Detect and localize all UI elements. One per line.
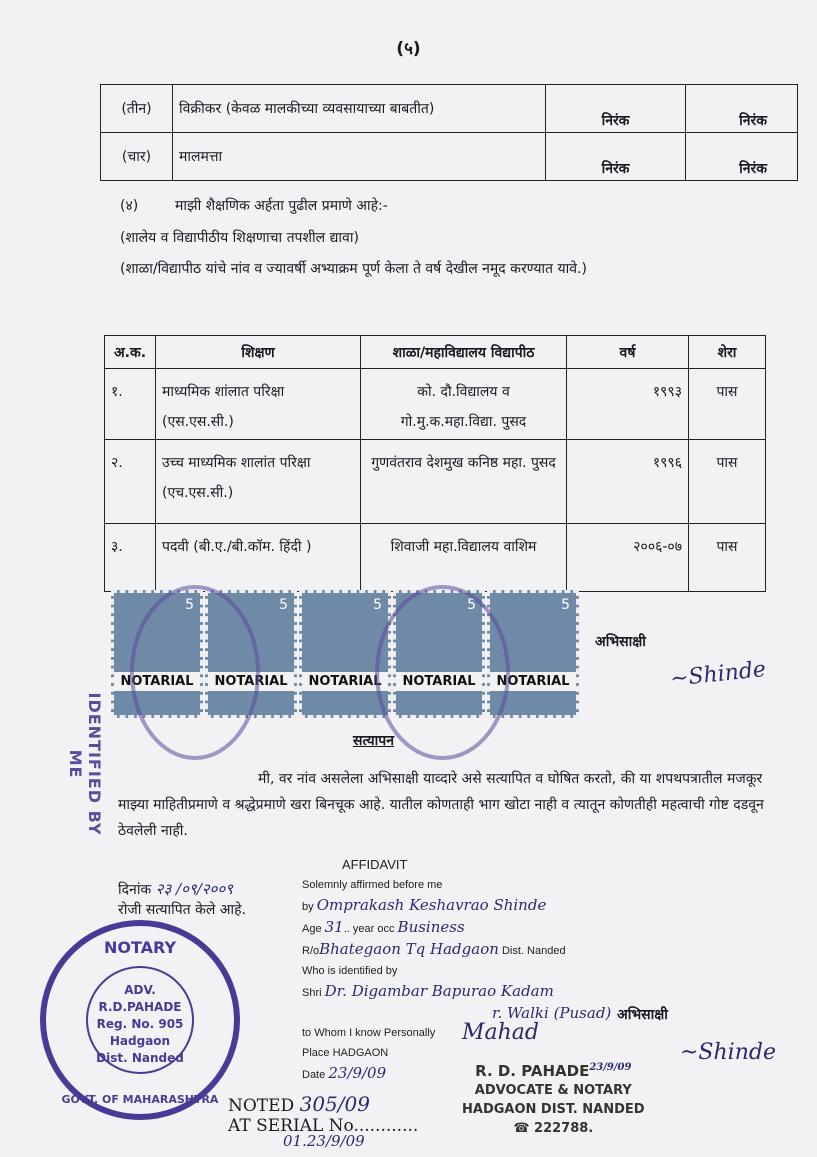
deponent-name: Omprakash Keshavrao Shinde bbox=[316, 896, 547, 914]
header-cell: शाळा/महाविद्यालय विद्यापीठ bbox=[361, 336, 567, 369]
page-number: (५) bbox=[396, 39, 421, 59]
date-suffix: रोजी सत्यापित केले आहे. bbox=[118, 902, 246, 918]
header-cell: शिक्षण bbox=[156, 336, 361, 369]
cell-school: को. दौ.विद्यालय व गो.मु.क.महा.विद्या. पुसद bbox=[361, 369, 567, 440]
noted-stamp bbox=[228, 1092, 418, 1150]
seal-text: Hadgaon bbox=[109, 1034, 171, 1048]
deponent-label: अभिसाक्षी bbox=[617, 1007, 668, 1023]
affidavit-title: AFFIDAVIT bbox=[342, 857, 408, 872]
row-value: निरंक bbox=[546, 85, 686, 133]
seal-impression bbox=[375, 585, 510, 760]
affidavit-label: Dist. Nanded bbox=[501, 945, 566, 957]
serial-label: AT SERIAL No............ bbox=[228, 1116, 419, 1136]
notary-rubber-stamp bbox=[462, 1058, 645, 1138]
education-table bbox=[104, 335, 766, 592]
cell-course: पदवी (बी.ए./बी.कॉम. हिंदी ) bbox=[156, 524, 361, 592]
notary-phone: ☎ 222788. bbox=[513, 1121, 594, 1136]
deponent-signature: ~Shinde bbox=[680, 1040, 776, 1065]
cell-no: २. bbox=[105, 440, 156, 524]
table-row bbox=[105, 524, 766, 592]
notary-name: R. D. PAHADE bbox=[475, 1062, 590, 1080]
education-note: (शाळा/विद्यापीठ यांचे नांव व ज्यावर्षी अभ्याक्रम पूर्ण केला ते वर्ष देखील नमूद करण्यात यावे.) bbox=[120, 261, 587, 277]
cell-school: गुणवंतराव देशमुख कनिष्ठ महा. पुसद bbox=[361, 440, 567, 524]
affidavit-label: Age bbox=[302, 923, 322, 935]
header-cell: वर्ष bbox=[567, 336, 689, 369]
date-value: २३ /०९/२००९ bbox=[155, 880, 233, 898]
seal-text: NOTARY bbox=[103, 938, 177, 957]
notary-date: 23/9/09 bbox=[589, 1062, 632, 1073]
stamp-value: 5 bbox=[279, 597, 288, 613]
education-heading-number: (४) bbox=[120, 198, 139, 214]
seal-text: Reg. No. 905 bbox=[96, 1017, 184, 1031]
cell-no: ३. bbox=[105, 524, 156, 592]
cell-course: उच्च माध्यमिक शालांत परिक्षा (एच.एस.सी.) bbox=[156, 440, 361, 524]
affidavit-label: by bbox=[302, 901, 314, 913]
education-heading: माझी शैक्षणिक अर्हता पुढील प्रमाणे आहे:- bbox=[175, 198, 388, 214]
affidavit-stamp bbox=[302, 855, 702, 1085]
deponent-label: अभिसाक्षी bbox=[595, 634, 646, 650]
table-row bbox=[105, 440, 766, 524]
stamp-label: NOTARIAL bbox=[208, 672, 294, 691]
notary-place: HADGAON DIST. NANDED bbox=[462, 1102, 645, 1117]
seal-text: R.D.PAHADE bbox=[98, 1000, 182, 1014]
affidavit-label: Date bbox=[302, 1069, 326, 1081]
table-row bbox=[101, 85, 798, 133]
cell-year: १९९६ bbox=[567, 440, 689, 524]
affidavit-label: Place bbox=[302, 1047, 330, 1059]
affidavit-line: to Whom I know Personally bbox=[302, 1027, 436, 1039]
stamp-label: NOTARIAL bbox=[302, 672, 388, 691]
row-number: (चार) bbox=[101, 133, 173, 181]
row-value: निरंक bbox=[686, 85, 798, 133]
identifier-residence: r. Walki (Pusad) bbox=[492, 1004, 612, 1022]
row-item: मालमत्ता bbox=[173, 133, 546, 181]
row-value: निरंक bbox=[686, 133, 798, 181]
verification-text: मी, वर नांव असलेला अभिसाक्षी याव्दारे असे सत्यापित व घोषित करतो, की या शपथपत्रातील मजकूर माझ्या माहितीप्रमाणे व श्रद्धेप्रमाणे खरा बिनचूक आहे. यातील कोणताही भाग खोटा नाही व त्यातून कोणतीही महत्वाची गोष्ट दडवून ठेवलेली नाही. bbox=[118, 771, 764, 839]
noted-label: NOTED bbox=[228, 1096, 295, 1116]
affidavit-label: Shri bbox=[302, 987, 322, 999]
cell-school: शिवाजी महा.विद्यालय वाशिम bbox=[361, 524, 567, 592]
cell-no: १. bbox=[105, 369, 156, 440]
education-note: (शालेय व विद्यापीठीय शिक्षणाचा तपशील द्यावा) bbox=[120, 230, 359, 246]
deponent-signature: ~Shinde bbox=[668, 657, 768, 692]
cell-year: २००६-०७ bbox=[567, 524, 689, 592]
cell-course: माध्यमिक शांलात परिक्षा (एस.एस.सी.) bbox=[156, 369, 361, 440]
stamp-label: NOTARIAL bbox=[114, 672, 200, 691]
table-row bbox=[101, 133, 798, 181]
affidavit-label: .. year occ bbox=[343, 923, 395, 935]
deponent-age: 31 bbox=[324, 918, 344, 936]
seal-impression bbox=[130, 585, 260, 760]
stamp-value: 5 bbox=[373, 597, 382, 613]
row-number: (तीन) bbox=[101, 85, 173, 133]
assets-table bbox=[100, 84, 798, 181]
identified-by-me-stamp: IDENTIFIED BY ME bbox=[66, 692, 104, 836]
date-label: दिनांक bbox=[118, 882, 152, 898]
row-item: विक्रीकर (केवळ मालकीच्या व्यवसायाच्या बाबतीत) bbox=[173, 85, 546, 133]
header-cell: शेरा bbox=[689, 336, 766, 369]
cell-remark: पास bbox=[689, 369, 766, 440]
deponent-residence: Bhategaon Tq Hadgaon bbox=[319, 940, 499, 958]
deponent-occupation: Business bbox=[397, 918, 465, 936]
date-line bbox=[118, 879, 233, 899]
stamp-label: NOTARIAL bbox=[490, 672, 576, 691]
notary-title: ADVOCATE & NOTARY bbox=[474, 1083, 632, 1098]
stamp-value: 5 bbox=[467, 597, 476, 613]
seal-text: ADV. bbox=[124, 983, 156, 997]
noted-value: 305/09 bbox=[299, 1092, 370, 1116]
affidavit-line: Who is identified by bbox=[302, 965, 398, 977]
affidavit-date: 23/9/09 bbox=[328, 1064, 387, 1082]
notary-signature: Mahad bbox=[462, 1020, 540, 1045]
affidavit-place: HADGAON bbox=[332, 1047, 389, 1059]
stamp-value: 5 bbox=[561, 597, 570, 613]
seal-text: GOVT. OF MAHARASHTRA bbox=[61, 1093, 219, 1106]
seal-inner bbox=[86, 966, 194, 1074]
table-row bbox=[105, 369, 766, 440]
notary-seal bbox=[40, 920, 240, 1120]
stamp-label: NOTARIAL bbox=[396, 672, 482, 691]
seal-text: Dist. Nanded bbox=[96, 1051, 184, 1065]
cell-remark: पास bbox=[689, 524, 766, 592]
cell-remark: पास bbox=[689, 440, 766, 524]
verification-title: सत्यापन bbox=[353, 733, 394, 749]
row-value: निरंक bbox=[546, 133, 686, 181]
table-header bbox=[105, 336, 766, 369]
serial-value: 01.23/9/09 bbox=[283, 1132, 365, 1150]
identifier-name: Dr. Digambar Bapurao Kadam bbox=[324, 982, 554, 1000]
affidavit-line: Solemnly affirmed before me bbox=[302, 879, 443, 891]
affidavit-label: R/o bbox=[302, 945, 320, 957]
stamp-value: 5 bbox=[185, 597, 194, 613]
header-cell: अ.क. bbox=[105, 336, 156, 369]
cell-year: १९९३ bbox=[567, 369, 689, 440]
